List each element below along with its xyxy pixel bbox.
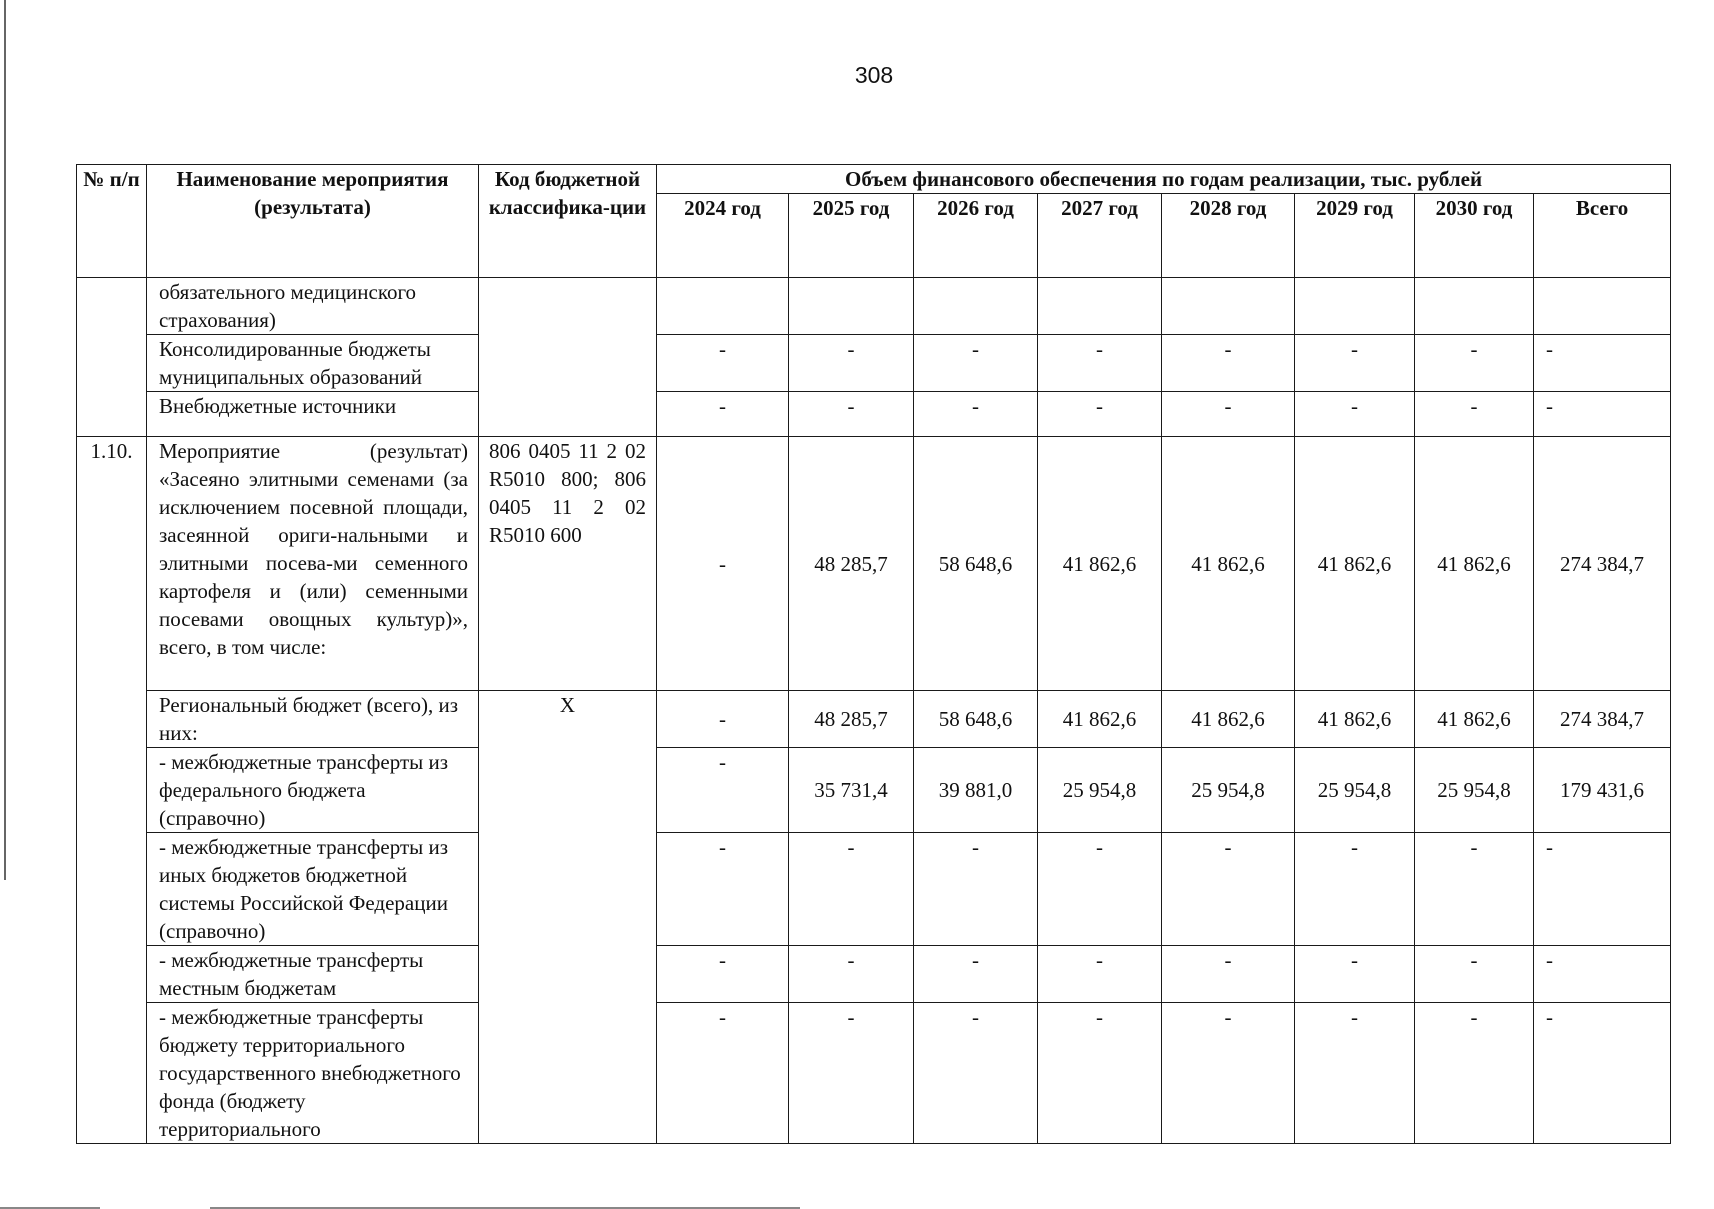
table-row: [77, 335, 1671, 392]
cell-value: -: [657, 437, 789, 691]
table-row: [77, 392, 1671, 437]
cell-value: -: [1038, 833, 1162, 946]
cell-value: [1295, 278, 1415, 335]
cell-value: 48 285,7: [789, 437, 914, 691]
cell-value: -: [657, 946, 789, 1003]
cell-total: -: [1534, 1003, 1671, 1144]
row-code: 806 0405 11 2 02 R5010 800; 806 0405 11 2 02 R5010 600: [479, 437, 657, 691]
cell-value: -: [657, 392, 789, 437]
row-name: Внебюджетные источники: [147, 392, 479, 437]
cell-value: 41 862,6: [1162, 437, 1295, 691]
cell-value: [1415, 278, 1534, 335]
header-year: 2030 год: [1415, 194, 1534, 278]
row-num: [77, 278, 147, 437]
header-group: Объем финансового обеспечения по годам реализации, тыс. рублей: [657, 165, 1671, 194]
cell-value: 25 954,8: [1415, 748, 1534, 833]
cell-value: -: [657, 748, 789, 833]
cell-value: -: [789, 335, 914, 392]
header-year: 2025 год: [789, 194, 914, 278]
cell-total: -: [1534, 833, 1671, 946]
cell-value: 58 648,6: [914, 437, 1038, 691]
cell-value: 48 285,7: [789, 691, 914, 748]
cell-total: 179 431,6: [1534, 748, 1671, 833]
cell-total: -: [1534, 392, 1671, 437]
cell-value: -: [1038, 335, 1162, 392]
row-name: Консолидированные бюджеты муниципальных образований: [147, 335, 479, 392]
cell-value: 41 862,6: [1162, 691, 1295, 748]
cell-value: 25 954,8: [1038, 748, 1162, 833]
cell-value: -: [657, 833, 789, 946]
cell-value: -: [1295, 833, 1415, 946]
cell-value: -: [657, 335, 789, 392]
cell-value: -: [914, 335, 1038, 392]
cell-value: 58 648,6: [914, 691, 1038, 748]
cell-value: -: [657, 691, 789, 748]
row-num: 1.10.: [77, 437, 147, 1144]
page-number: 308: [854, 62, 894, 88]
row-name: - межбюджетные трансферты из иных бюджетов бюджетной системы Российской Федерации (справочно): [147, 833, 479, 946]
header-name: Наименование мероприятия (результата): [147, 165, 479, 278]
cell-value: -: [1415, 1003, 1534, 1144]
cell-value: -: [1295, 335, 1415, 392]
cell-value: -: [1038, 1003, 1162, 1144]
cell-value: -: [1162, 335, 1295, 392]
cell-total: -: [1534, 946, 1671, 1003]
cell-value: 39 881,0: [914, 748, 1038, 833]
row-name: - межбюджетные трансферты местным бюджетам: [147, 946, 479, 1003]
cell-value: 41 862,6: [1038, 437, 1162, 691]
cell-value: -: [1415, 833, 1534, 946]
cell-value: -: [657, 1003, 789, 1144]
header-code: Код бюджетной классифика-ции: [479, 165, 657, 278]
cell-value: 41 862,6: [1415, 691, 1534, 748]
cell-value: -: [914, 392, 1038, 437]
cell-total: -: [1534, 335, 1671, 392]
cell-value: 25 954,8: [1295, 748, 1415, 833]
cell-value: 41 862,6: [1295, 691, 1415, 748]
cell-value: -: [1162, 833, 1295, 946]
cell-value: [1162, 278, 1295, 335]
cell-value: -: [789, 946, 914, 1003]
table-row: [77, 278, 1671, 335]
cell-value: -: [1038, 392, 1162, 437]
cell-value: -: [1038, 946, 1162, 1003]
row-name: Мероприятие (результат) «Засеяно элитными семенами (за исключением посевной площади, засеянной ориги-нальными и элитными посева-ми семенного картофеля и (или) семенными посевами овощных культур)», всего, в том числе:: [147, 437, 479, 691]
cell-value: -: [1295, 946, 1415, 1003]
cell-value: 41 862,6: [1295, 437, 1415, 691]
row-code: X: [479, 691, 657, 1144]
header-year: 2024 год: [657, 194, 789, 278]
header-row-1: [77, 165, 1671, 194]
header-year: 2029 год: [1295, 194, 1415, 278]
cell-value: -: [1162, 946, 1295, 1003]
cell-total: [1534, 278, 1671, 335]
header-year: 2026 год: [914, 194, 1038, 278]
header-year: 2028 год: [1162, 194, 1295, 278]
cell-value: 41 862,6: [1415, 437, 1534, 691]
cell-total: 274 384,7: [1534, 437, 1671, 691]
table-row: [77, 946, 1671, 1003]
financing-table: [76, 164, 1671, 1144]
scan-edge-line: [4, 0, 6, 880]
cell-value: -: [789, 1003, 914, 1144]
table-row: [77, 691, 1671, 748]
header-num: № п/п: [77, 165, 147, 278]
table-row: [77, 833, 1671, 946]
table-row: [77, 437, 1671, 691]
cell-value: -: [1415, 335, 1534, 392]
row-name: обязательного медицинского страхования): [147, 278, 479, 335]
cell-value: 25 954,8: [1162, 748, 1295, 833]
cell-value: [789, 278, 914, 335]
cell-value: -: [914, 833, 1038, 946]
cell-value: [657, 278, 789, 335]
cell-value: 35 731,4: [789, 748, 914, 833]
cell-value: -: [1295, 392, 1415, 437]
header-total: Всего: [1534, 194, 1671, 278]
cell-value: [1038, 278, 1162, 335]
cell-value: -: [789, 392, 914, 437]
row-name: - межбюджетные трансферты из федерального бюджета (справочно): [147, 748, 479, 833]
cell-value: 41 862,6: [1038, 691, 1162, 748]
cell-value: -: [1295, 1003, 1415, 1144]
cell-value: -: [789, 833, 914, 946]
cell-value: -: [914, 1003, 1038, 1144]
cell-value: [914, 278, 1038, 335]
table-row: [77, 748, 1671, 833]
row-code: [479, 278, 657, 437]
header-year: 2027 год: [1038, 194, 1162, 278]
cell-value: -: [1162, 392, 1295, 437]
table-row: [77, 1003, 1671, 1144]
cell-value: -: [1415, 392, 1534, 437]
cell-total: 274 384,7: [1534, 691, 1671, 748]
cell-value: -: [914, 946, 1038, 1003]
row-name: Региональный бюджет (всего), из них:: [147, 691, 479, 748]
cell-value: -: [1162, 1003, 1295, 1144]
cell-value: -: [1415, 946, 1534, 1003]
row-name: - межбюджетные трансферты бюджету территориального государственного внебюджетного фонда (бюджету территориального: [147, 1003, 479, 1144]
